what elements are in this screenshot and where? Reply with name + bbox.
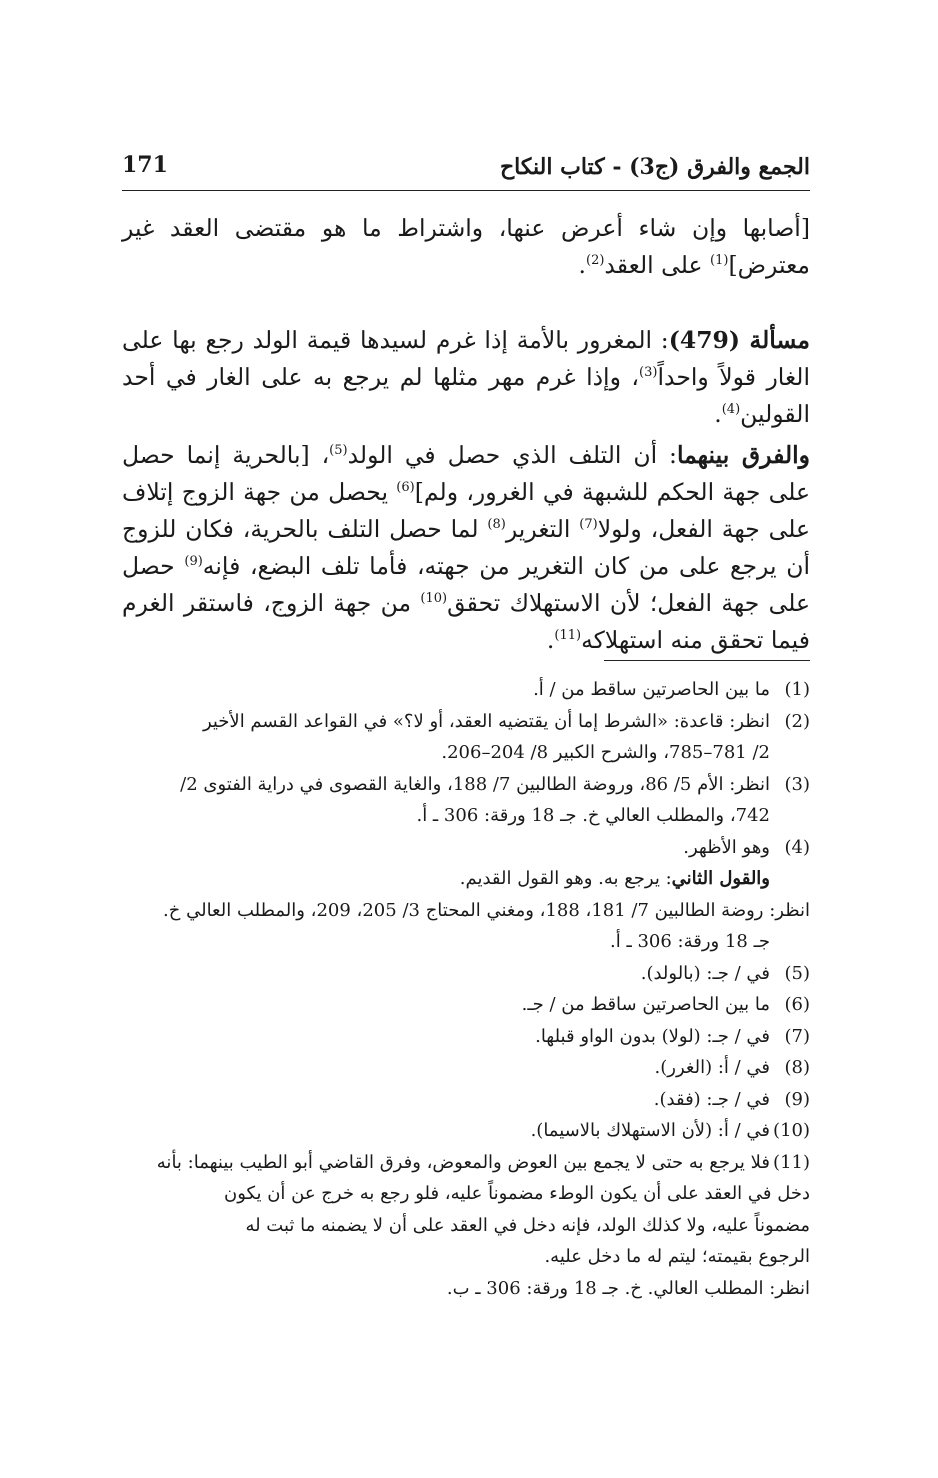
footnote-text: ما بين الحاصرتين ساقط من / أ. bbox=[533, 679, 770, 700]
footnote-number: (2) bbox=[784, 710, 810, 732]
page-number: 171 bbox=[122, 152, 168, 178]
footnote-text: في / جـ: (لولا) بدون الواو قبلها. bbox=[535, 1025, 770, 1047]
footnote-3 bbox=[122, 769, 810, 832]
footnote-5 bbox=[122, 958, 810, 990]
footnote-text: في / جـ: (فقد). bbox=[653, 1088, 770, 1110]
difference-label: والفرق بينهما bbox=[676, 441, 810, 469]
paragraph-text: حصل على جهة الفعل؛ لأن الاستهلاك تحقق bbox=[122, 552, 810, 617]
paragraph-text: يحصل من جهة الزوج إتلاف على جهة الفعل، ولولا bbox=[122, 478, 810, 543]
footnote-ref-5[interactable]: (5) bbox=[329, 443, 348, 459]
footnote-number: (3) bbox=[784, 773, 810, 795]
footnote-text: وهو الأظهر. والقول الثاني: يرجع به. وهو القول القديم. bbox=[459, 836, 770, 889]
footnote-ref-8[interactable]: (8) bbox=[487, 517, 506, 533]
footnote-number: (10) bbox=[773, 1120, 810, 1141]
footnote-11 bbox=[122, 1147, 810, 1179]
issue-label: مسألة (479) bbox=[668, 326, 810, 354]
footnote-ref-1[interactable]: (1) bbox=[710, 253, 729, 269]
footnote-8 bbox=[122, 1052, 810, 1084]
paragraph-end: . bbox=[578, 251, 586, 279]
footnote-number: (6) bbox=[784, 994, 810, 1015]
footnote-number: (11) bbox=[773, 1151, 810, 1173]
footnote-number: (1) bbox=[784, 679, 810, 700]
page-header bbox=[122, 150, 810, 191]
footnote-text: ما بين الحاصرتين ساقط من / جـ. bbox=[521, 994, 770, 1015]
paragraph-text: : أن التلف الذي حصل في الولد bbox=[347, 441, 677, 469]
footnote-ref-11[interactable]: (11) bbox=[554, 628, 582, 644]
footnote-6 bbox=[122, 989, 810, 1021]
paragraph-text: التغرير bbox=[505, 515, 580, 543]
paragraph-text: [أصابها وإن شاء أعرض عنها، واشتراط ما هو مقتضى العقد غير معترض] bbox=[122, 214, 810, 279]
paragraph-continuation bbox=[122, 210, 810, 284]
paragraph-text: : المغرور بالأمة إذا غرم لسيدها قيمة الولد رجع بها على الغار قولاً واحداً bbox=[122, 326, 810, 391]
footnote-ref-10[interactable]: (10) bbox=[420, 591, 448, 607]
footnote-10 bbox=[122, 1115, 810, 1147]
running-head: الجمع والفرق (ج3) - كتاب النكاح bbox=[499, 154, 810, 180]
footnote-7 bbox=[122, 1021, 810, 1053]
paragraph-end: . bbox=[714, 400, 722, 428]
footnote-text: فلا يرجع به حتى لا يجمع بين العوض والمعوض، وفرق القاضي أبو الطيب بينهما: بأنه bbox=[156, 1151, 770, 1173]
paragraph-text: على العقد bbox=[604, 251, 710, 279]
footnote-text: انظر: قاعدة: «الشرط إما أن يقتضيه العقد، أو لا؟» في القواعد القسم الأخير 2/ 781–785، والشرح الكبير 8/ 204–206. bbox=[202, 710, 770, 763]
footnote-number: (5) bbox=[784, 962, 810, 984]
footnote-text: انظر: الأم 5/ 86، وروضة الطالبين 7/ 188، والغاية القصوى في دراية الفتوى 2/ 742، والمطلب العالي خ. جـ 18 ورقة: 306 ـ أ. bbox=[180, 773, 770, 826]
difference-paragraph bbox=[122, 437, 810, 659]
paragraph-text: من جهة الزوج، فاستقر الغرم فيما تحقق منه استهلاكه bbox=[122, 589, 810, 654]
footnote-number: (4) bbox=[784, 836, 810, 858]
footnote-2 bbox=[122, 706, 810, 769]
footnote-ref-9[interactable]: (9) bbox=[184, 554, 203, 570]
paragraph-end: . bbox=[546, 626, 555, 654]
paragraph-text: ، [بالحرية إنما حصل على جهة الحكم للشبهة في الغرور، ولم] bbox=[122, 441, 811, 506]
footnote-ref-7[interactable]: (7) bbox=[579, 517, 598, 533]
footnote-1 bbox=[122, 674, 810, 706]
footnote-ref-2[interactable]: (2) bbox=[585, 253, 605, 269]
footnote-number: (7) bbox=[784, 1025, 810, 1047]
paragraph-text: ، وإذا غرم مهر مثلها لم يرجع به على الغار في أحد القولين bbox=[122, 363, 810, 428]
issue-paragraph bbox=[122, 322, 810, 433]
footnote-ref-4[interactable]: (4) bbox=[721, 402, 741, 418]
paragraph-text: لما حصل التلف بالحرية، فكان للزوج أن يرجع على من كان التغرير من جهته، فأما تلف البضع، فإنه bbox=[122, 515, 810, 580]
footnotes bbox=[122, 674, 810, 1304]
footnote-ref-6[interactable]: (6) bbox=[396, 480, 415, 496]
footnote-text: في / أ: (لأن الاستهلاك بالاسيما). bbox=[530, 1120, 770, 1141]
footnote-ref-3[interactable]: (3) bbox=[639, 365, 658, 381]
footnote-4-continuation: انظر: روضة الطالبين 7/ 181، 188، ومغني المحتاج 3/ 205، 209، والمطلب العالي خ. جـ 18 ورقة: 306 ـ أ. bbox=[163, 899, 810, 952]
footnote-text: في / جـ: (بالولد). bbox=[640, 962, 770, 984]
footnote-4 bbox=[122, 832, 810, 895]
footnote-11-continuation: دخل في العقد على أن يكون الوطء مضموناً عليه، فلو رجع به خرج عن أن يكون مضموناً عليه، ولا كذلك الولد، فإنه دخل في العقد على أن لا يضمنه ما ثبت له الرجوع بقيمته؛ ليتم له ما دخل عليه. انظر: المطلب العالي. خ. جـ 18 ورقة: 306 ـ ب. bbox=[224, 1183, 810, 1299]
footnote-number: (9) bbox=[784, 1088, 810, 1110]
footnote-9 bbox=[122, 1084, 810, 1116]
footnote-number: (8) bbox=[784, 1057, 810, 1078]
footnote-text: في / أ: (الغرر). bbox=[654, 1057, 770, 1078]
second-opinion-label: والقول الثاني bbox=[671, 868, 770, 889]
footnote-separator bbox=[604, 660, 810, 661]
